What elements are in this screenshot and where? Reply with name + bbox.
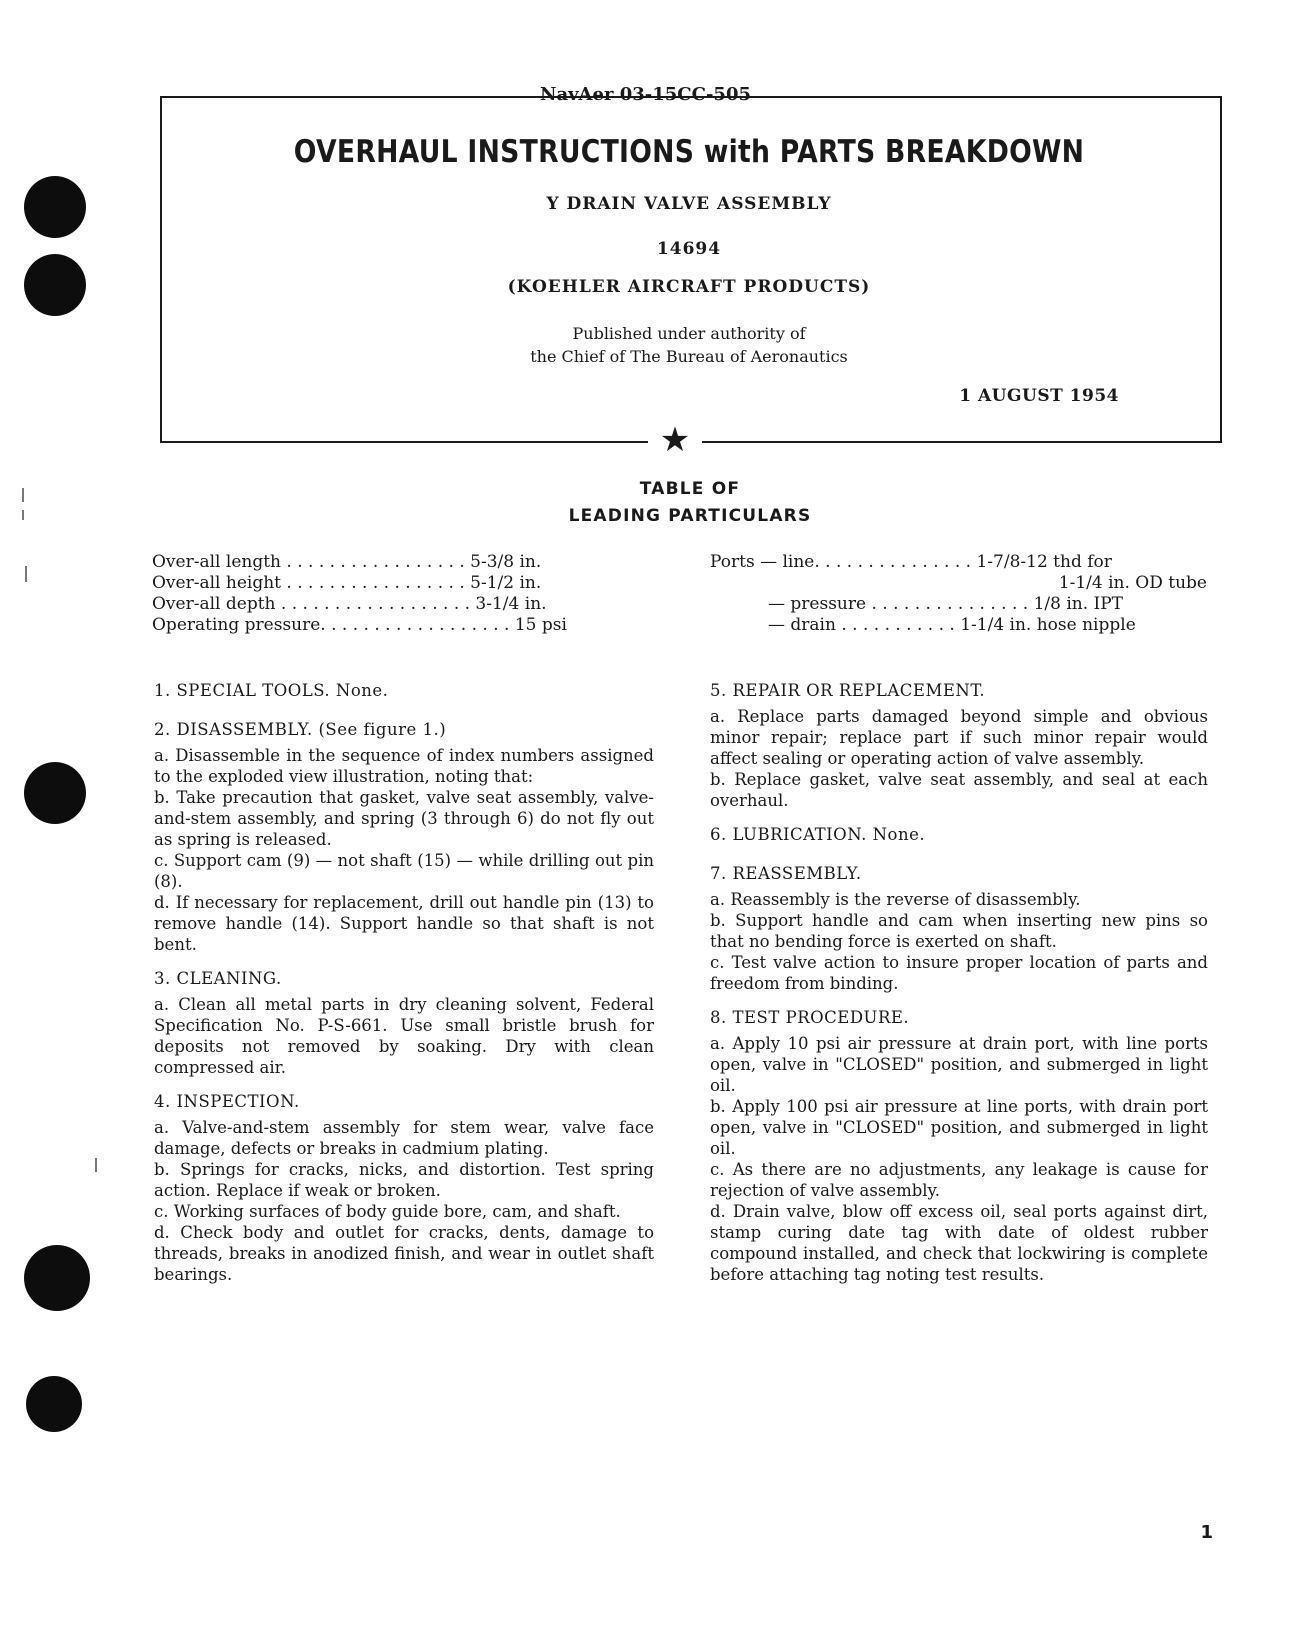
- particular-row: Ports — line. . . . . . . . . . . . . . . 1-7/8-12 thd for: [710, 552, 1112, 572]
- section-paragraph: a. Apply 10 psi air pressure at drain port, with line ports open, valve in "CLOSED" position, and submerged in light oil.: [710, 1034, 1208, 1095]
- section-paragraph: a. Reassembly is the reverse of disassembly.: [710, 890, 1081, 909]
- punch-hole: [24, 1245, 90, 1311]
- title-frame-rule: [160, 441, 648, 443]
- section-paragraph: a. Valve-and-stem assembly for stem wear, valve face damage, defects or breaks in cadmium plating.: [154, 1118, 654, 1158]
- section-paragraph: c. Test valve action to insure proper location of parts and freedom from binding.: [710, 953, 1208, 993]
- section-paragraph: d. Check body and outlet for cracks, dents, damage to threads, breaks in anodized finish, and wear in outlet shaft bearings.: [154, 1223, 654, 1284]
- scan-mark: [22, 488, 24, 502]
- left-column: [154, 680, 654, 1285]
- right-column: [710, 680, 1208, 1285]
- section-heading: 5. REPAIR OR REPLACEMENT.: [710, 681, 986, 700]
- authority-line: Published under authority of: [572, 324, 806, 343]
- section-paragraph: a. Disassemble in the sequence of index numbers assigned to the exploded view illustration, noting that:: [154, 746, 654, 786]
- section-paragraph: b. Springs for cracks, nicks, and distortion. Test spring action. Replace if weak or broken.: [154, 1160, 654, 1200]
- title-frame-rule: [702, 441, 1220, 443]
- section-heading: 7. REASSEMBLY.: [710, 864, 862, 883]
- particular-row: 1-1/4 in. OD tube: [1058, 573, 1207, 593]
- punch-hole: [26, 1376, 82, 1432]
- punch-hole: [24, 176, 86, 238]
- particular-row: Operating pressure. . . . . . . . . . . . . . . . . . 15 psi: [152, 615, 567, 635]
- section-heading: 3. CLEANING.: [154, 969, 282, 988]
- page-title: OVERHAUL INSTRUCTIONS with PARTS BREAKDOWN: [293, 134, 1085, 170]
- punch-hole: [24, 254, 86, 316]
- section-paragraph: b. Replace gasket, valve seat assembly, and seal at each overhaul.: [710, 770, 1208, 810]
- publication-date: 1 AUGUST 1954: [959, 386, 1119, 406]
- particular-row: Over-all length . . . . . . . . . . . . . . . . . 5-3/8 in.: [152, 552, 542, 572]
- section-gap: [710, 811, 1208, 824]
- section-heading: 4. INSPECTION.: [154, 1092, 300, 1111]
- subject: Y DRAIN VALVE ASSEMBLY: [546, 194, 832, 214]
- section-paragraph: c. As there are no adjustments, any leakage is cause for rejection of valve assembly.: [710, 1160, 1208, 1200]
- section-gap: [710, 994, 1208, 1007]
- section-paragraph: d. If necessary for replacement, drill out handle pin (13) to remove handle (14). Support handle so that shaft is not bent.: [154, 893, 654, 954]
- punch-hole: [24, 762, 86, 824]
- scan-mark: [22, 510, 24, 520]
- section-paragraph: b. Apply 100 psi air pressure at line ports, with drain port open, valve in "CLOSED" position, and submerged in light oil.: [710, 1097, 1208, 1158]
- table-title: TABLE OF: [639, 479, 741, 499]
- section-paragraph: c. Working surfaces of body guide bore, cam, and shaft.: [154, 1202, 621, 1221]
- scan-mark: [25, 566, 27, 582]
- section-heading: 2. DISASSEMBLY. (See figure 1.): [154, 720, 447, 739]
- particular-row: — pressure . . . . . . . . . . . . . . . 1/8 in. IPT: [768, 594, 1124, 614]
- table-title: LEADING PARTICULARS: [568, 506, 812, 526]
- section-gap: [710, 850, 1208, 863]
- section-paragraph: c. Support cam (9) — not shaft (15) — while drilling out pin (8).: [154, 851, 654, 891]
- particular-row: Over-all height . . . . . . . . . . . . . . . . . 5-1/2 in.: [152, 573, 542, 593]
- manufacturer: (KOEHLER AIRCRAFT PRODUCTS): [507, 277, 871, 297]
- section-paragraph: a. Clean all metal parts in dry cleaning solvent, Federal Specification No. P-S-661. Use small bristle brush for deposits not removed by soaking. Dry with clean compressed air.: [154, 995, 654, 1077]
- part-number: 14694: [656, 239, 722, 259]
- section-heading: 1. SPECIAL TOOLS. None.: [154, 681, 389, 700]
- section-paragraph: a. Replace parts damaged beyond simple and obvious minor repair; replace part if such minor repair would affect sealing or operating action of valve assembly.: [710, 707, 1208, 768]
- section-paragraph: b. Support handle and cam when inserting new pins so that no bending force is exerted on shaft.: [710, 911, 1208, 951]
- page-number: 1: [1200, 1522, 1213, 1543]
- authority-statement: [160, 322, 1218, 368]
- section-heading: 6. LUBRICATION. None.: [710, 825, 926, 844]
- particular-row: — drain . . . . . . . . . . . 1-1/4 in. hose nipple: [768, 615, 1136, 635]
- section-gap: [154, 706, 654, 719]
- star-icon: ★: [659, 420, 691, 460]
- authority-line: the Chief of The Bureau of Aeronautics: [530, 347, 848, 366]
- section-heading: 8. TEST PROCEDURE.: [710, 1008, 910, 1027]
- section-paragraph: b. Take precaution that gasket, valve seat assembly, valve-and-stem assembly, and spring (3 through 6) do not fly out as spring is released.: [154, 788, 654, 849]
- section-gap: [154, 955, 654, 968]
- particular-row: Over-all depth . . . . . . . . . . . . . . . . . . 3-1/4 in.: [152, 594, 547, 614]
- scan-mark: [95, 1158, 97, 1172]
- section-gap: [154, 1078, 654, 1091]
- section-paragraph: d. Drain valve, blow off excess oil, seal ports against dirt, stamp curing date tag with date of oldest rubber compound installed, and check that lockwiring is complete before attaching tag noting test results.: [710, 1202, 1208, 1284]
- document-number: NavAer 03-15CC-505: [539, 84, 751, 105]
